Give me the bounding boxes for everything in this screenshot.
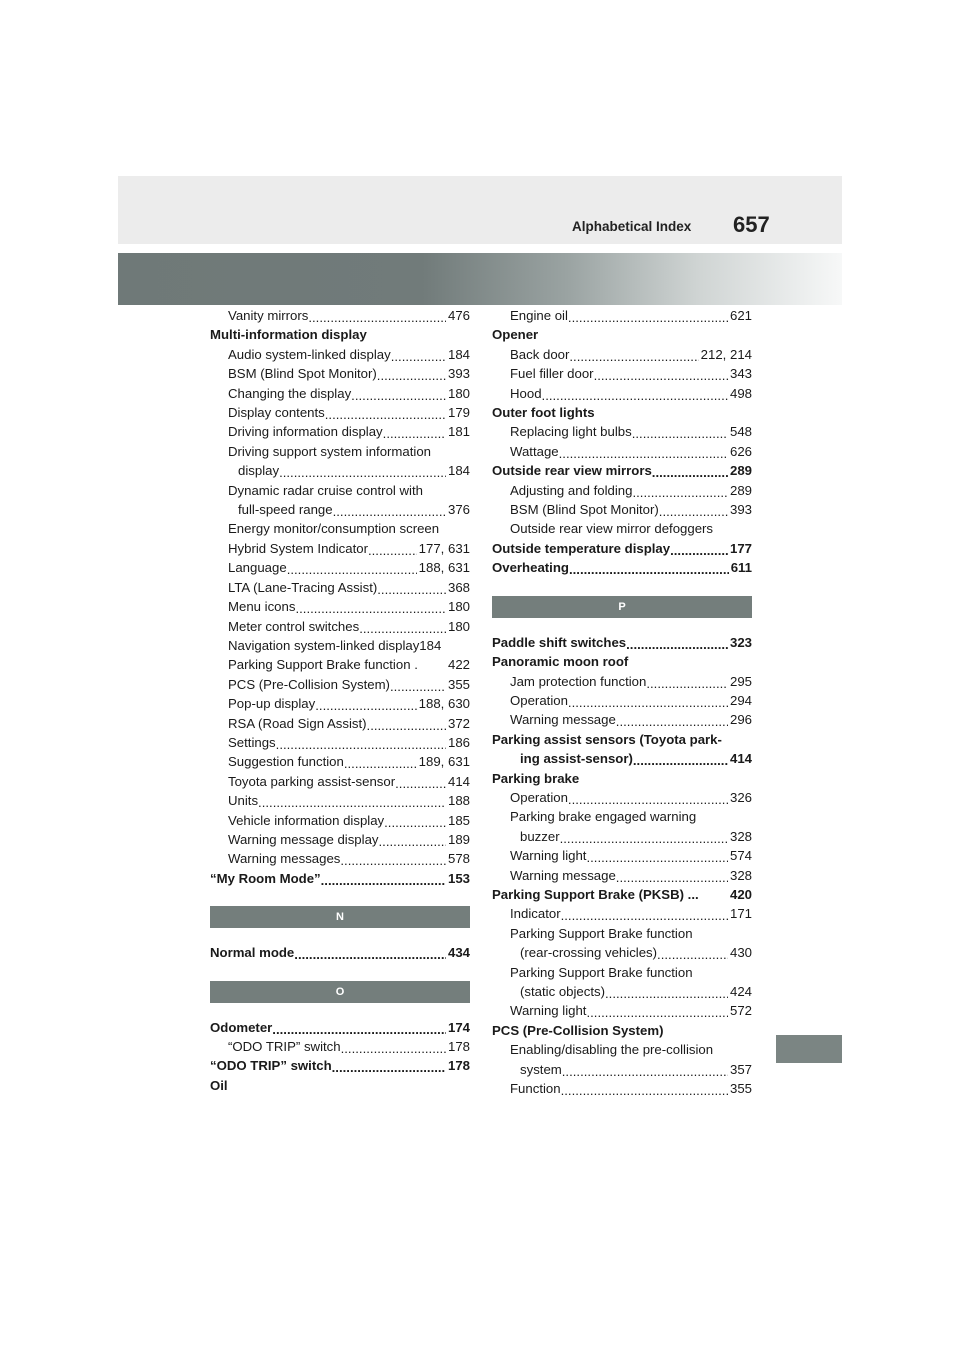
index-entry [492,652,752,671]
index-entry-page: 548 [728,422,752,441]
index-entry-label: Operation ..... [510,790,568,805]
index-entry-page: 572 [728,1001,752,1020]
index-entry-label: Units ..... [228,793,258,808]
section-header: O [210,981,470,1003]
index-entry [210,364,470,383]
index-entry [492,558,752,577]
index-entry [210,791,470,810]
index-entry-page: 424 [728,982,752,1001]
index-entry-label: Hybrid System Indicator ..... [228,541,368,556]
index-entry-label: Warning light ..... [510,1003,586,1018]
index-entry-label: “ODO TRIP” switch ..... [228,1039,341,1054]
index-entry-page: 393 [728,500,752,519]
index-entry [210,943,470,962]
index-entry-page: 189, 631 [417,752,470,771]
index-entry-label: Odometer ..... [210,1020,272,1035]
index-entry-label: Back door ..... [510,347,569,362]
index-entry-label: Warning message ..... [510,868,616,883]
index-entry-page: 420 [728,885,752,904]
index-entry-page: 498 [728,384,752,403]
section-header: P [492,596,752,618]
index-entry-page: 289 [728,481,752,500]
index-entry [492,710,752,729]
index-entry-label: Outer foot lights [492,405,595,421]
index-entry-page: 177, 631 [417,539,470,558]
index-entry [492,1060,752,1079]
index-entry [210,442,470,461]
index-entry-page: 323 [728,633,752,652]
index-entry [492,982,752,1001]
index-entry [492,788,752,807]
index-entry-label: Display contents ..... [228,405,325,420]
index-entry-label: Settings ..... [228,735,276,750]
index-entry-page: 355 [728,1079,752,1098]
index-entry-page: 181 [446,422,470,441]
index-entry-label: Oil [210,1077,228,1093]
index-column-right [492,306,752,1098]
index-entry [210,869,470,888]
index-entry [210,1076,470,1095]
index-entry [492,306,752,325]
index-entry-page: 343 [728,364,752,383]
index-entry-label: Warning messages ..... [228,851,340,866]
section-header: N [210,906,470,928]
index-entry-page: 376 [446,500,470,519]
index-entry [492,924,752,943]
index-entry-page: 357 [728,1060,752,1079]
index-entry-page: 393 [446,364,470,383]
index-entry-page: 212, 214 [699,345,752,364]
index-entry-label: RSA (Road Sign Assist) ..... [228,716,367,731]
header-gradient-bar [118,253,842,305]
index-entry [492,500,752,519]
index-entry [492,422,752,441]
index-entry-label: Jam protection function ..... [510,674,646,689]
index-entry [492,730,752,749]
index-entry-page: 189 [446,830,470,849]
index-entry-page: 355 [446,675,470,694]
index-entry [210,675,470,694]
index-entry-label: Energy monitor/consumption screen [228,521,440,537]
index-entry-page: 414 [446,772,470,791]
index-entry [210,539,470,558]
index-entry-page: 328 [728,866,752,885]
index-entry-page: 476 [446,306,470,325]
index-entry-label: Outside rear view mirrors ..... [492,463,652,478]
index-entry [492,672,752,691]
index-entry-label: Parking Support Brake function [510,964,693,980]
index-entry-label: Enabling/disabling the pre-collision [510,1042,714,1058]
index-entry [492,904,752,923]
index-entry-page: 430 [728,943,752,962]
index-entry [492,807,752,826]
index-entry [210,733,470,752]
index-entry [210,461,470,480]
index-entry-label: Normal mode ..... [210,945,294,960]
index-entry-page: 422 [446,655,470,674]
section-side-tab [776,1035,842,1063]
index-entry-label: Toyota parking assist-sensor ..... [228,774,395,789]
index-entry [210,481,470,500]
index-entry [210,345,470,364]
index-entry-page: 179 [446,403,470,422]
index-entry-label: Outside rear view mirror defoggers [510,521,714,537]
index-entry-label: PCS (Pre-Collision System) [492,1022,664,1038]
index-entry [492,963,752,982]
index-entry-label: Meter control switches ..... [228,619,359,634]
index-entry-label: Warning message display ..... [228,832,379,847]
index-entry [492,749,752,768]
index-entry-page: 188, 630 [417,694,470,713]
index-entry [492,885,752,904]
index-entry-label: Warning light ..... [510,848,586,863]
index-entry [492,539,752,558]
index-entry-label: Parking brake [492,770,580,786]
index-entry-label: PCS (Pre-Collision System) ..... [228,677,390,692]
index-entry-label: Adjusting and folding ..... [510,483,632,498]
index-entry-label: Dynamic radar cruise control with [228,482,423,498]
index-entry [492,325,752,344]
index-entry-label: Warning message ..... [510,712,616,727]
index-entry [492,769,752,788]
index-entry-page: 180 [446,384,470,403]
index-entry [210,1018,470,1037]
index-entry [492,519,752,538]
index-entry [492,364,752,383]
index-entry [492,943,752,962]
index-entry [210,384,470,403]
index-entry-label: LTA (Lane-Tracing Assist) ..... [228,580,377,595]
index-entry-label: Pop-up display ..... [228,696,315,711]
index-entry-label: Fuel filler door ..... [510,366,594,381]
index-column-left [210,306,470,1095]
index-entry [492,403,752,422]
index-entry-label: Panoramic moon roof [492,654,629,670]
index-entry-label: BSM (Blind Spot Monitor) ..... [228,366,377,381]
index-entry [210,306,470,325]
index-entry [492,1079,752,1098]
index-entry [492,442,752,461]
index-entry [492,846,752,865]
index-entry-label: Parking Support Brake function [510,925,693,941]
index-entry-page: 296 [728,710,752,729]
index-entry-page: 611 [729,558,752,577]
index-entry-label: (rear-crossing vehicles) ..... [520,945,657,960]
index-entry-label: Language ..... [228,560,287,575]
index-entry [210,655,470,674]
index-entry-page: 574 [728,846,752,865]
index-entry [492,1001,752,1020]
index-entry-label: Menu icons ..... [228,599,295,614]
index-entry [492,461,752,480]
index-entry [210,325,470,344]
index-entry-label: system ..... [520,1062,562,1077]
index-entry-label: buzzer ..... [520,829,560,844]
index-entry-label: display ..... [238,463,279,478]
index-entry-page: 174 [446,1018,470,1037]
index-entry-page: 188 [446,791,470,810]
index-entry-label: Audio system-linked display ..... [228,347,391,362]
index-entry-label: Operation ..... [510,693,568,708]
index-entry [210,500,470,519]
index-entry-page: 180 [446,597,470,616]
index-entry [210,636,470,655]
index-entry [492,1040,752,1059]
index-entry-page: 186 [446,733,470,752]
index-entry [492,1021,752,1040]
index-entry [210,830,470,849]
index-entry-page: 621 [728,306,752,325]
index-entry-label: “My Room Mode” ..... [210,871,321,886]
index-entry [210,558,470,577]
index-entry-page: 177 [728,539,752,558]
index-entry-label: BSM (Blind Spot Monitor) ..... [510,502,659,517]
index-entry [210,714,470,733]
index-entry-label: Vehicle information display ..... [228,813,384,828]
index-entry [492,384,752,403]
index-entry-label: full-speed range ..... [238,502,333,517]
index-entry-label: Indicator ..... [510,906,561,921]
index-entry [492,691,752,710]
index-entry-page: 578 [446,849,470,868]
index-entry-page: 185 [446,811,470,830]
index-entry-page: 434 [446,943,470,962]
index-entry-page: 328 [728,827,752,846]
index-entry-label: ing assist-sensor) ..... [520,751,633,766]
index-entry-page: 289 [728,461,752,480]
index-entry-page: 626 [728,442,752,461]
index-entry-page: 184 [446,461,470,480]
index-entry-page: 178 [446,1056,470,1075]
index-entry-label: Engine oil ..... [510,308,568,323]
index-entry-label: Paddle shift switches ..... [492,635,626,650]
index-entry [210,811,470,830]
index-entry-page: 184 [446,345,470,364]
index-entry [492,345,752,364]
index-entry-label: Wattage ..... [510,444,559,459]
index-entry [210,1056,470,1075]
index-entry-page: 180 [446,617,470,636]
index-entry-page: 178 [446,1037,470,1056]
index-entry-label: Function ..... [510,1081,561,1096]
index-entry-label: Outside temperature display ..... [492,541,670,556]
index-entry-page: 414 [728,749,752,768]
index-entry-label: Opener [492,327,539,343]
index-entry-page: 372 [446,714,470,733]
index-entry [210,849,470,868]
index-entry-label: Vanity mirrors ..... [228,308,308,323]
index-entry-label: Hood ..... [510,386,542,401]
page-number: 657 [733,212,770,237]
index-entry [210,1037,470,1056]
index-entry [210,772,470,791]
index-entry-page: 368 [446,578,470,597]
index-entry [210,617,470,636]
index-entry-label: Navigation system-linked display184 [228,637,442,653]
index-entry [210,578,470,597]
index-entry-label: Suggestion function ..... [228,754,344,769]
index-entry-page: 295 [728,672,752,691]
index-entry-label: Parking brake engaged warning [510,809,697,825]
index-entry-label: “ODO TRIP” switch ..... [210,1058,332,1073]
index-entry [210,752,470,771]
index-entry-label: Replacing light bulbs ..... [510,424,632,439]
index-entry-label: Multi-information display [210,327,367,343]
index-entry-label: Parking Support Brake (PKSB) ... [492,886,699,902]
index-entry [210,519,470,538]
index-entry [210,403,470,422]
index-entry-page: 294 [728,691,752,710]
index-entry-page: 188, 631 [417,558,470,577]
index-entry-label: Driving information display ..... [228,424,383,439]
index-entry-label: Parking Support Brake function . [228,657,418,673]
index-entry-label: (static objects) ..... [520,984,605,999]
index-entry [210,597,470,616]
header-title: Alphabetical Index [572,219,692,234]
index-entry-label: Changing the display ..... [228,386,351,401]
index-entry [210,422,470,441]
index-entry [492,633,752,652]
index-entry [492,866,752,885]
index-entry-page: 171 [728,904,752,923]
index-entry-label: Overheating ..... [492,560,569,575]
index-entry-page: 326 [728,788,752,807]
index-entry [210,694,470,713]
index-entry [492,481,752,500]
index-entry-label: Driving support system information [228,443,432,459]
index-entry-page: 153 [446,869,470,888]
index-entry-label: Parking assist sensors (Toyota park- [492,731,722,747]
index-entry [492,827,752,846]
